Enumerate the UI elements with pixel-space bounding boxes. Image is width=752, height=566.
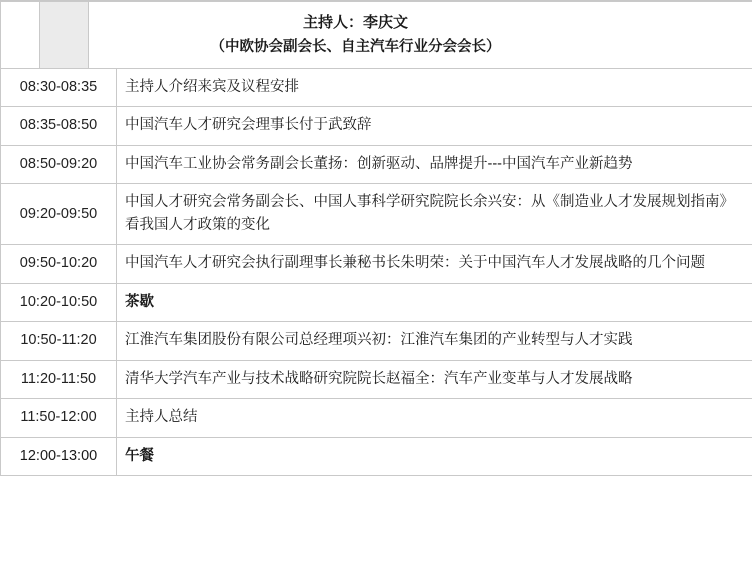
row-content: 江淮汽车集团股份有限公司总经理项兴初：江淮汽车集团的产业转型与人才实践 xyxy=(117,322,752,360)
host-info xyxy=(89,2,752,68)
row-time: 12:00-13:00 xyxy=(1,437,117,475)
row-content: 主持人总结 xyxy=(117,399,752,437)
row-time: 10:50-11:20 xyxy=(1,322,117,360)
agenda-table xyxy=(0,1,752,476)
row-time: 10:20-10:50 xyxy=(1,283,117,321)
table-row xyxy=(1,360,752,398)
row-content: 午餐 xyxy=(117,437,752,475)
row-content: 主持人介绍来宾及议程安排 xyxy=(117,69,752,107)
table-row xyxy=(1,184,752,245)
row-time: 08:30-08:35 xyxy=(1,69,117,107)
table-row xyxy=(1,245,752,283)
row-time: 08:35-08:50 xyxy=(1,107,117,145)
host-name: 主持人：李庆文 xyxy=(302,13,408,31)
header-spacer-left xyxy=(1,2,40,68)
table-row xyxy=(1,69,752,107)
row-content: 中国汽车工业协会常务副会长董扬：创新驱动、品牌提升---中国汽车产业新趋势 xyxy=(117,145,752,183)
row-content: 中国汽车人才研究会执行副理事长兼秘书长朱明荣：关于中国汽车人才发展战略的几个问题 xyxy=(117,245,752,283)
row-content: 中国汽车人才研究会理事长付于武致辞 xyxy=(117,107,752,145)
table-row xyxy=(1,145,752,183)
host-title: （中欧协会副会长、自主汽车行业分会会长） xyxy=(210,39,501,56)
row-time: 09:50-10:20 xyxy=(1,245,117,283)
row-time: 11:50-12:00 xyxy=(1,399,117,437)
header-grey-block xyxy=(40,2,89,68)
row-content: 中国人才研究会常务副会长、中国人事科学研究院院长余兴安：从《制造业人才发展规划指南》看我国人才政策的变化 xyxy=(117,184,752,245)
table-row xyxy=(1,283,752,321)
table-row xyxy=(1,437,752,475)
row-content: 清华大学汽车产业与技术战略研究院院长赵福全：汽车产业变革与人才发展战略 xyxy=(117,360,752,398)
row-time: 11:20-11:50 xyxy=(1,360,117,398)
table-row xyxy=(1,322,752,360)
agenda-table-body xyxy=(1,2,752,476)
table-row xyxy=(1,399,752,437)
row-time: 09:20-09:50 xyxy=(1,184,117,245)
table-row xyxy=(1,107,752,145)
row-time: 08:50-09:20 xyxy=(1,145,117,183)
table-header-row xyxy=(1,2,752,69)
header-cell xyxy=(1,2,752,69)
row-content: 茶歇 xyxy=(117,283,752,321)
